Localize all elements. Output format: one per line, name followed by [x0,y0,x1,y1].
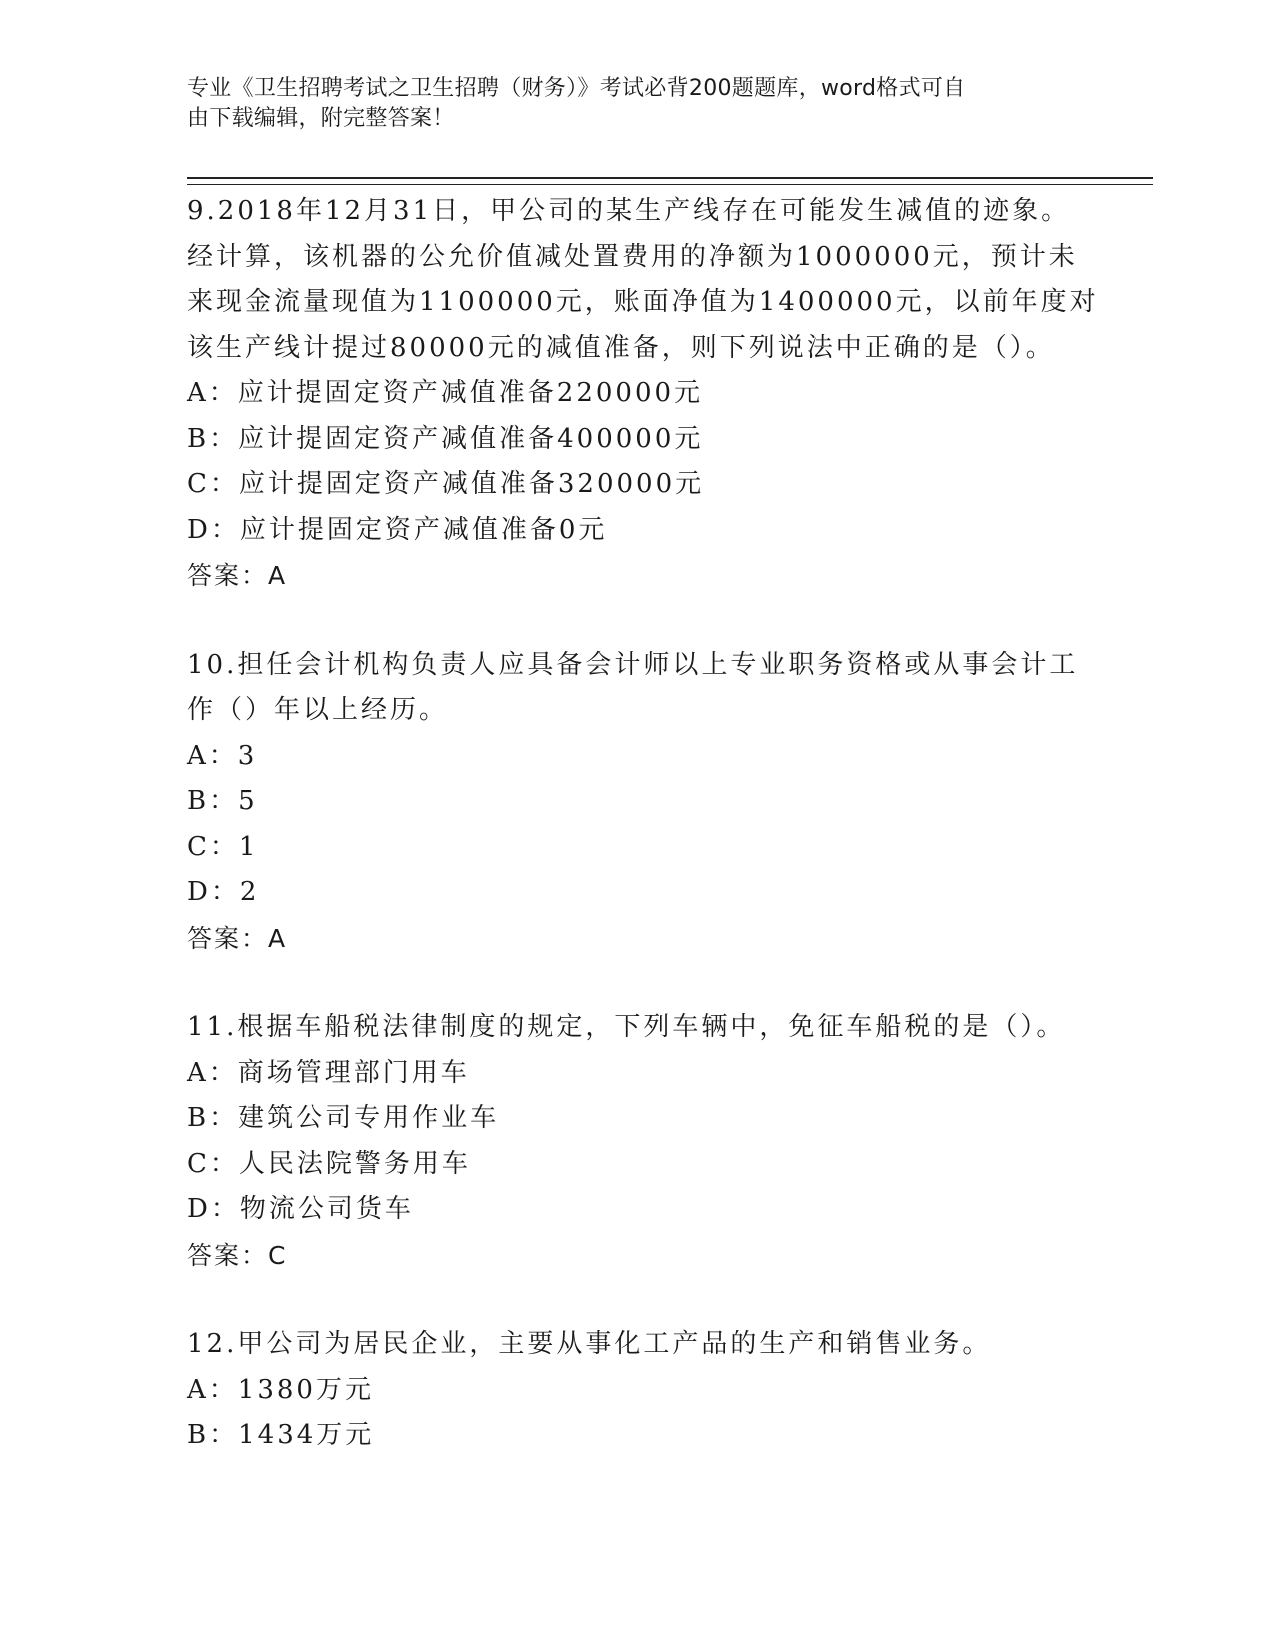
option-a: A：1380万元 [187,1374,374,1405]
question-text-line: 12.甲公司为居民企业，主要从事化工产品的生产和销售业务。 [187,1329,992,1359]
document-header [187,74,1067,134]
option-a: A：3 [187,740,258,771]
option-c: C：人民法院警务用车 [187,1148,471,1179]
question-text-line: 9.2018年12月31日，甲公司的某生产线存在可能发生减值的迹象。 [187,196,1071,226]
option-a: A：应计提固定资产减值准备220000元 [187,378,704,408]
question-text-line: 来现金流量现值为1100000元，账面净值为1400000元，以前年度对 [187,287,1099,317]
question-9 [187,189,1099,599]
question-11 [187,1005,1087,1278]
question-10 [187,643,1087,962]
header-line: 专业《卫生招聘考试之卫生招聘（财务）》考试必背200题题库，word格式可自 [187,76,966,101]
question-text-line: 作（）年以上经历。 [187,695,449,725]
option-c: C：应计提固定资产减值准备320000元 [187,469,705,499]
question-12 [187,1322,1087,1459]
header-line: 由下载编辑，附完整答案！ [187,106,455,131]
option-a: A：商场管理部门用车 [187,1057,470,1088]
question-text-line: 该生产线计提过80000元的减值准备，则下列说法中正确的是（）。 [187,332,1055,363]
question-list [187,189,1099,1503]
option-d: D：应计提固定资产减值准备0元 [187,514,608,545]
option-b: B：1434万元 [187,1420,375,1450]
option-c: C：1 [187,831,259,862]
header-divider-thin [187,184,1153,185]
option-d: D：物流公司货车 [187,1194,414,1224]
answer: 答案：A [187,561,288,590]
question-text-line: 10.担任会计机构负责人应具备会计师以上专业职务资格或从事会计工 [187,649,1079,680]
option-b: B：5 [187,786,258,816]
answer: 答案：C [187,1240,288,1270]
option-b: B：应计提固定资产减值准备400000元 [187,423,704,454]
question-text-line: 11.根据车船税法律制度的规定，下列车辆中，免征车船税的是（）。 [187,1012,1066,1042]
option-b: B：建筑公司专用作业车 [187,1103,500,1133]
answer: 答案：A [187,923,288,953]
option-d: D：2 [187,877,260,907]
question-text-line: 经计算，该机器的公允价值减处置费用的净额为1000000元，预计未 [187,241,1078,272]
header-divider-thick [187,177,1153,179]
